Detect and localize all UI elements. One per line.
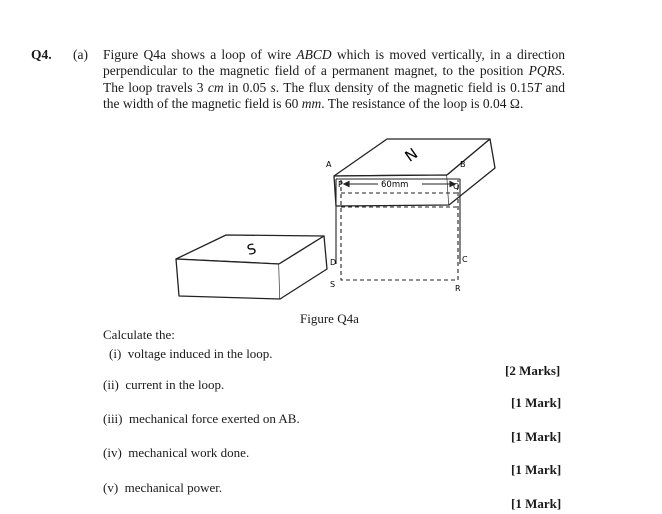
task-marks: [1 Mark] — [511, 429, 562, 444]
task-item: (iii) mechanical force exerted on AB. — [103, 411, 300, 426]
label-B: B — [460, 160, 466, 169]
label-P: P — [338, 180, 343, 189]
question-text: Figure Q4a shows a loop of wire ABCD which is moved vertically, in a direction perpendicular to the magnetic field of a permanent magnet, to the position PQRS. The loop travels 3 cm in 0.05 s. The flux density of the magnetic field is 0.15T and the width of the magnetic field is 60 mm. The resistance of the loop is 0.04 Ω. — [103, 47, 565, 111]
label-S: S — [330, 280, 336, 289]
figure-caption: Figure Q4a — [300, 311, 359, 326]
north-pole-label: N — [401, 144, 422, 166]
question-part: (a) — [73, 47, 88, 62]
label-A: A — [326, 160, 332, 169]
task-item: (iv) mechanical work done. — [103, 445, 250, 460]
label-Q: Q — [453, 182, 460, 191]
task-item: (ii) current in the loop. — [103, 377, 225, 392]
task-marks: [1 Mark] — [511, 395, 562, 410]
label-D: D — [330, 258, 337, 267]
width-dimension: 60mm — [381, 180, 409, 190]
question-number: Q4. — [31, 47, 52, 62]
south-magnet-front — [176, 259, 280, 299]
task-item: (i) voltage induced in the loop. — [109, 346, 273, 361]
task-marks: [2 Marks] — [505, 363, 561, 378]
task-marks: [1 Mark] — [511, 496, 562, 511]
label-R: R — [455, 284, 461, 293]
task-item: (v) mechanical power. — [103, 480, 223, 495]
label-C: C — [462, 255, 468, 264]
south-pole-label: S — [245, 241, 259, 259]
task-marks: [1 Mark] — [511, 462, 562, 477]
calculate-intro: Calculate the: — [103, 327, 175, 342]
